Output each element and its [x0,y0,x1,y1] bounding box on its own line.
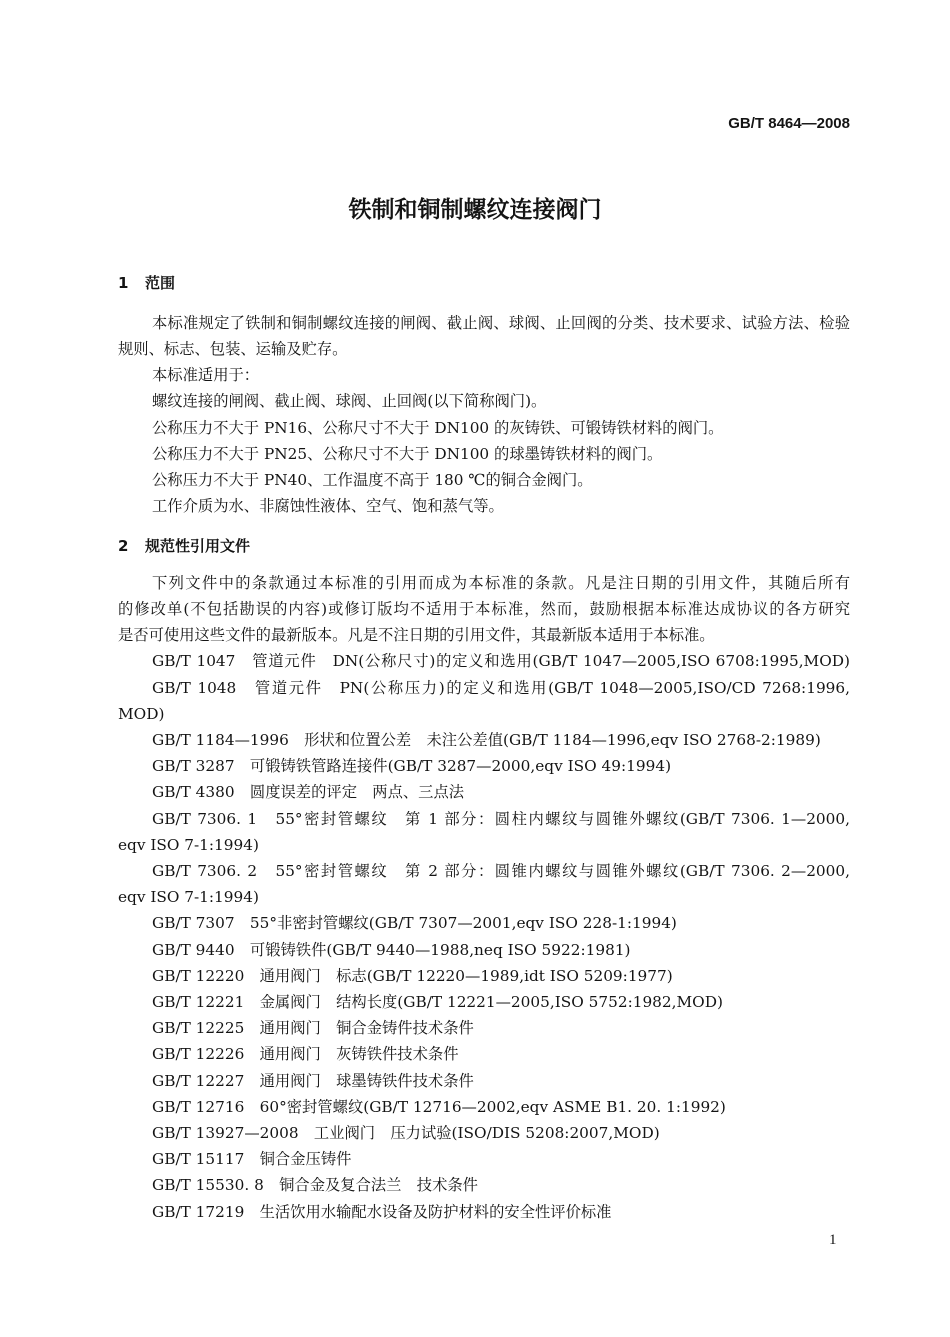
scope-line: 公称压力不大于 PN16、公称尺寸不大于 DN100 的灰铸铁、可锻铸铁材料的阀门。 [152,418,724,437]
intro-line: 是否可使用这些文件的最新版本。凡是不注日期的引用文件，其最新版本适用于本标准。 [118,626,715,645]
scope-line: 螺纹连接的闸阀、截止阀、球阀、止回阀(以下简称阀门)。 [152,392,547,411]
reference-entry [118,1015,850,1041]
intro-line: 下列文件中的条款通过本标准的引用而成为本标准的条款。凡是注日期的引用文件，其随后所有 [152,573,850,592]
reference-entry [118,675,850,727]
reference-line: eqv ISO 7-1:1994) [118,888,259,907]
scope-line: 本标准适用于： [152,366,260,385]
reference-line: GB/T 15117 铜合金压铸件 [152,1150,352,1169]
reference-line: GB/T 7306. 1 55°密封管螺纹 第 1 部分：圆柱内螺纹与圆锥外螺纹(GB/T 7306. 1—2000, [152,809,850,828]
reference-line: GB/T 15530. 8 铜合金及复合法兰 技术条件 [152,1176,478,1195]
section-heading-normative-references [118,533,850,559]
section-title: 范围 [145,274,176,292]
reference-line: GB/T 3287 可锻铸铁管路连接件(GB/T 3287—2000,eqv ISO 49:1994) [152,757,672,776]
reference-line: GB/T 7306. 2 55°密封管螺纹 第 2 部分：圆锥内螺纹与圆锥外螺纹(GB/T 7306. 2—2000, [152,861,850,880]
standard-code-header: GB/T 8464—2008 [728,115,850,132]
reference-line: eqv ISO 7-1:1994) [118,835,259,854]
section-number: 1 [118,274,129,292]
reference-line: MOD) [118,704,165,723]
page-number: 1 [829,1232,837,1248]
document-body [118,270,850,1225]
reference-line: GB/T 12716 60°密封管螺纹(GB/T 12716—2002,eqv ASME B1. 20. 1:1992) [152,1097,726,1116]
reference-entry [118,648,850,674]
intro-line: 的修改单(不包括勘误的内容)或修订版均不适用于本标准，然而，鼓励根据本标准达成协议的各方研究 [118,599,850,618]
scope-paragraph [118,310,850,520]
normative-references-paragraph [118,570,850,1225]
reference-line: GB/T 1184—1996 形状和位置公差 未注公差值(GB/T 1184—1996,eqv ISO 2768-2:1989) [152,730,821,749]
reference-entry [118,1068,850,1094]
reference-line: GB/T 7307 55°非密封管螺纹(GB/T 7307—2001,eqv ISO 228-1:1994) [152,914,677,933]
reference-entry [118,910,850,936]
reference-line: GB/T 12226 通用阀门 灰铸铁件技术条件 [152,1045,459,1064]
reference-entry [118,806,850,858]
reference-entry [118,1199,850,1225]
section-number: 2 [118,536,129,555]
reference-entry [118,1120,850,1146]
reference-entry [118,989,850,1015]
reference-line: GB/T 13927—2008 工业阀门 压力试验(ISO/DIS 5208:2007,MOD) [152,1123,660,1142]
scope-line: 公称压力不大于 PN25、公称尺寸不大于 DN100 的球墨铸铁材料的阀门。 [152,444,663,463]
reference-line: GB/T 4380 圆度误差的评定 两点、三点法 [152,783,465,802]
section-title: 规范性引用文件 [145,536,251,555]
reference-line: GB/T 12220 通用阀门 标志(GB/T 12220—1989,idt ISO 5209:1977) [152,966,673,985]
reference-entry [118,1172,850,1198]
reference-line: GB/T 9440 可锻铸铁件(GB/T 9440—1988,neq ISO 5922:1981) [152,940,631,959]
reference-entry [118,779,850,805]
reference-line: GB/T 12227 通用阀门 球墨铸铁件技术条件 [152,1071,474,1090]
reference-entry [118,1146,850,1172]
reference-entry [118,963,850,989]
section-heading-scope [118,270,850,296]
reference-entry [118,1094,850,1120]
reference-entry [118,937,850,963]
reference-line: GB/T 12225 通用阀门 铜合金铸件技术条件 [152,1019,474,1038]
reference-line: GB/T 1048 管道元件 PN(公称压力)的定义和选用(GB/T 1048—2005,ISO/CD 7268:1996, [152,678,850,697]
scope-line: 本标准规定了铁制和铜制螺纹连接的闸阀、截止阀、球阀、止回阀的分类、技术要求、试验方法、检验 [152,313,850,332]
reference-line: GB/T 1047 管道元件 DN(公称尺寸)的定义和选用(GB/T 1047—2005,ISO 6708:1995,MOD) [152,652,850,671]
scope-line: 规则、标志、包装、运输及贮存。 [118,339,348,358]
reference-entry [118,727,850,753]
reference-entry [118,858,850,910]
reference-entry [118,753,850,779]
reference-entry [118,1041,850,1067]
reference-line: GB/T 17219 生活饮用水输配水设备及防护材料的安全性评价标准 [152,1202,612,1221]
reference-line: GB/T 12221 金属阀门 结构长度(GB/T 12221—2005,ISO 5752:1982,MOD) [152,992,723,1011]
document-title: 铁制和铜制螺纹连接阀门 [348,197,602,223]
scope-line: 公称压力不大于 PN40、工作温度不高于 180 ℃的铜合金阀门。 [152,470,593,489]
scope-line: 工作介质为水、非腐蚀性液体、空气、饱和蒸气等。 [152,497,504,516]
